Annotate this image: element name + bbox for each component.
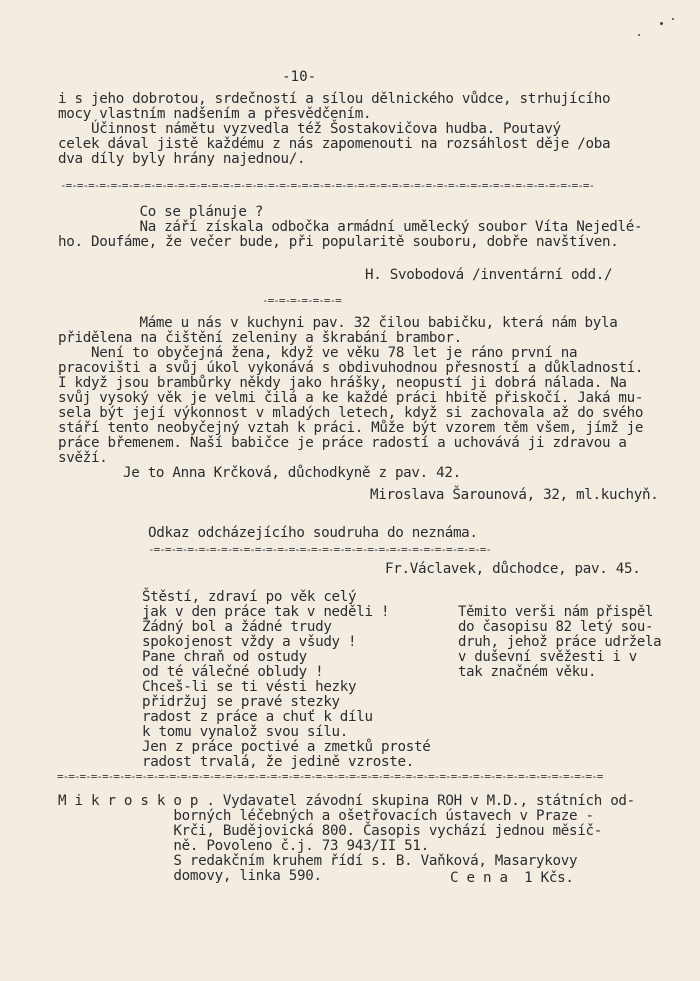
footer-line: borných léčebných a ošetřovacích ústavech v Praze - bbox=[58, 808, 594, 824]
text-line: Co se plánuje ? bbox=[90, 204, 264, 220]
footer-line: ně. Povoleno č.j. 73 943/II 51. bbox=[58, 838, 429, 854]
text-line: přidělena na čištění zeleniny a škrabání brambor. bbox=[58, 330, 462, 346]
poem-line: Pane chraň od ostudy bbox=[142, 649, 307, 665]
poem-line: Jen z práce poctivé a zmetků prosté bbox=[142, 739, 431, 755]
separator-line: -=-=-=-=-=-=-=-=-=-=-=-=-=-=-=-=-=-=-=-=-=-=-=-=-=-=-=-=-=-=-=-=-=-=-=-=-=-=-=-=-=-=-=-=-=-=-=- bbox=[60, 179, 595, 192]
poem-line: Chceš-li se ti vésti hezky bbox=[142, 679, 357, 695]
text-line: mocy vlastním nadšením a přesvědčením. bbox=[58, 106, 372, 122]
text-line: stáří tento neobyčejný vztah k práci. Může být vzorem těm všem, jímž je bbox=[58, 420, 644, 436]
note-line: tak značném věku. bbox=[458, 664, 597, 680]
signature-line: Miroslava Šarounová, 32, ml.kuchyň. bbox=[370, 487, 659, 503]
separator-double: =-=-=-=-=-=-=-=-=-=-=-=-=-=-=-=-=-=-=-=-=-=-=-=-=-=-=-=-=-=-=-=-=-=-=-=-=-=-=-=-=-=-=-=-=-=-=-=-= bbox=[57, 770, 603, 783]
separator-short: -=-=-=-=-=-=-= bbox=[262, 294, 341, 307]
footer-line: Krči, Budějovická 800. Časopis vychází jednou měsíč- bbox=[58, 823, 602, 839]
signature-line: Fr.Václavek, důchodce, pav. 45. bbox=[385, 561, 641, 577]
text-line: Není to obyčejná žena, když ve věku 78 let je ráno první na bbox=[58, 345, 578, 361]
text-line: svůj vysoký věk je velmi čilá a ke každé práci hbitě přiskočí. Jaká mu- bbox=[58, 390, 644, 406]
poem-line: jak v den práce tak v neděli ! bbox=[142, 604, 390, 620]
text-line: Na září získala odbočka armádní umělecký soubor Víta Nejedlé- bbox=[90, 219, 643, 235]
text-line: dva díly byly hrány najednou/. bbox=[58, 151, 306, 167]
poem-line: od té válečné obludy ! bbox=[142, 664, 324, 680]
separator-poem: -=-=-=-=-=-=-=-=-=-=-=-=-=-=-=-=-=-=-=-=-=-=-=-=-=-=-=-=-=-=- bbox=[148, 543, 491, 556]
poem-title: Odkaz odcházejícího soudruha do neznáma. bbox=[148, 525, 478, 541]
text-line: ho. Doufáme, že večer bude, při popularitě souboru, dobře navštíven. bbox=[58, 234, 619, 250]
paper-speck bbox=[638, 34, 640, 36]
text-line: práce břemenem. Naší babičce je práce radostí a uchovává ji zdravou a bbox=[58, 435, 627, 451]
note-line: v duševní svěžesti i v bbox=[458, 649, 637, 665]
text-line: Máme u nás v kuchyni pav. 32 čilou babičku, která nám byla bbox=[90, 315, 618, 331]
footer-line: S redakčním kruhem řídí s. B. Vaňková, Masarykovy bbox=[58, 853, 578, 869]
poem-line: spokojenost vždy a všudy ! bbox=[142, 634, 357, 650]
poem-line: radost z práce a chuť k dílu bbox=[142, 709, 373, 725]
footer-line: domovy, linka 590. bbox=[58, 868, 322, 884]
footer-line: M i k r o s k o p . Vydavatel závodní skupina ROH v M.D., státních od- bbox=[58, 793, 635, 809]
poem-line: Žádný bol a žádné trudy bbox=[142, 619, 332, 635]
text-line: svěží. bbox=[58, 450, 108, 466]
price-label: C e n a 1 Kčs. bbox=[450, 870, 574, 886]
page-number: -10- bbox=[282, 69, 317, 85]
signature-line: H. Svobodová /inventární odd./ bbox=[365, 267, 613, 283]
text-line: celek dával jistě každému z nás zapomenouti na rozsáhlost děje /oba bbox=[58, 136, 611, 152]
paper-speck bbox=[660, 22, 663, 25]
note-line: do časopisu 82 letý sou- bbox=[458, 619, 654, 635]
text-line: Je to Anna Krčková, důchodkyně z pav. 42. bbox=[90, 465, 461, 481]
poem-line: radost trvalá, že jedině vzroste. bbox=[142, 754, 414, 770]
note-line: druh, jehož práce udržela bbox=[458, 634, 662, 650]
poem-line: k tomu vynalož svou sílu. bbox=[142, 724, 349, 740]
poem-line: přidržuj se pravé stezky bbox=[142, 694, 340, 710]
text-line: pracovišti a svůj úkol vykonává s obdivuhodnou přesností a důkladností. bbox=[58, 360, 644, 376]
paper-speck bbox=[672, 18, 674, 20]
text-line: i s jeho dobrotou, srdečností a sílou dělnického vůdce, strhujícího bbox=[58, 91, 611, 107]
text-line: Účinnost námětu vyzvedla též Šostakovičova hudba. Poutavý bbox=[58, 121, 561, 137]
poem-line: Štěstí, zdraví po věk celý bbox=[142, 589, 357, 605]
text-line: I když jsou brambůrky někdy jako hrášky, neopustí ji dobrá nálada. Na bbox=[58, 375, 627, 391]
note-line: Těmito verši nám přispěl bbox=[458, 604, 654, 620]
text-line: sela být její výkonnost v mladých letech, když si zachovala až do svého bbox=[58, 405, 644, 421]
